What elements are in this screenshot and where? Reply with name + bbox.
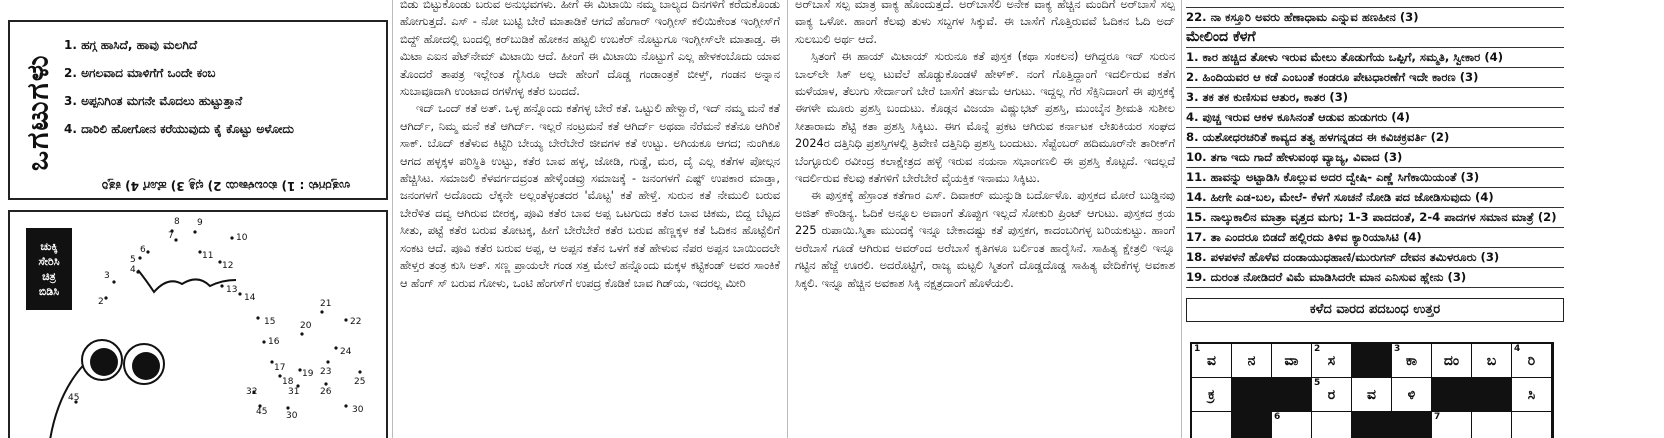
dot [358,370,361,373]
riddle-item: 2. ಅಗಲವಾದ ಮಾಳಿಗೆಗೆ ಒಂದೇ ಕಂಬ [64,66,216,80]
dot-number: 6 [140,245,146,255]
article-column-right [795,0,1175,292]
dot-number: 5 [130,255,136,265]
grid-block [1352,344,1392,378]
tag-line: ಬಿಡಿಸಿ [38,285,60,298]
article-paragraph: ಸ್ಸಿತಂಗೆ ಈ ಹಾಯ್ ಮಿಟಾಯ್ ಸುರುನೂ ಕತೆ ಪುಸ್ತಕ (ಕಥಾ ಸಂಕಲನ) ಆಗಿದ್ದರೂ ಇದ್ ಸುರುನ ಬಾಲ್‌ಲೇ ಸಿಕ್ ಅಲ್ಲ ಟುವೆಲೆ ಹೊಡ್ಡುಕೊಂಡಳೆ ಹೇಳ್‌ಕ್. ನಂಗೆ ಗೊತ್ತಿದ್ದಾಂಗೆ ಇದರ್ಲಿರುವ ಕತೆಗ ಮಳೆಯಾಳ, ತೆಲುಗು ಸೇರ್ದಾಂಗೆ ಬೇರೆ ಬಾಸೆಗೆ ತರ್ಜಮೆ ಆಗುಟು. ಇದ್ದಲ್ಲ ಗೆರ ಸೆಕ್ಸಿನಿದಾಂಗೆ ಈ ಪುಸ್ತಕಕ್ಕೆ ಈಗಳೇ ಮೂರು ಪ್ರಶಸ್ತಿ ಬಂದುಟು. ಕೊಡ್ಗನ ವಿಜಯಾ ವಿಷ್ಣುಭಟ್ ಪ್ರಶಸ್ತಿ, ಮುಂಬೈನ ಶ್ರೀಮತಿ ಸುಶೀಲ ಸೀತಾರಾಮ ಶೆಟ್ಟಿ ಕತಾ ಪ್ರಶಸ್ತಿ ಸಿಕ್ಕಿಟು. ಈಗ ಮೊನ್ನೆ ಪ್ರಕಟ ಆಗಿರುವ ಕರ್ನಾಟಕ ಲೇಖಕಿಯರ ಸಂಘದ 2024ರ ದತ್ತಿನಿಧಿ ಪ್ರಶಸ್ತಿಗಳಲ್ಲಿ ತ್ರಿವೇಣಿ ದತ್ತಿನಿಧಿ ಪ್ರಶಸ್ತಿ ಬಂದುಟು. ಸೆಪ್ಟೆಂಬರ್ ಹದಿಮೂರ್‌ನೇ ತಾರೀಕ್‌ಗೆ ಬೆಂಗ್ಳೂರುಲಿ ರವೀಂದ್ರ ಕಲಾಕ್ಷೇತ್ರದ ಹಳ್ಳೆ ಇರುವ ನಯನಾ ಸಭಾಂಗಣಲಿ ಈ ಪ್ರಶಸ್ತಿ ಕೊಟ್ಟದೆ. ಇದಲ್ಲದೆ ಇದರ್ಲಿರುವ ಕೆಲವು ಕತೆಗಳಿಗೆ ಬೇರೆಬೇರೆ ವೈಯಕ್ತಿಕ ಇನಾಮು ಸಿಕ್ಕಿಟು. [795,50,1175,186]
article-column-left [400,0,780,292]
crossword-answer-title: ಕಳೆದ ವಾರದ ಪದಬಂಧ ಉತ್ತರ [1186,298,1564,322]
tag-line: ಚಿತ್ರ [42,270,56,283]
dot-number: 30 [352,405,364,415]
dot-number: 32 [246,387,258,397]
dot-number: 45 [68,393,80,403]
grid-cell [1512,412,1552,438]
dot-puzzle-drawing [10,212,388,438]
dot [193,230,196,233]
dot [326,360,329,363]
dot-number: 26 [320,387,332,397]
dot-number: 3 [104,271,110,281]
dot-number: 8 [174,217,180,227]
cell-letter: ಕಾ [1405,352,1418,369]
right-pupil [132,352,160,380]
dot [230,236,233,239]
grid-block [1232,412,1272,438]
dot [286,406,289,409]
dot [174,238,177,241]
dot-puzzle-box [8,210,388,438]
dot-number: 25 [354,377,366,387]
cell-letter: ಸಿ [1527,386,1536,403]
cell-letter: ವಾ [1284,352,1299,369]
cell-number: 1 [1194,344,1201,354]
cell-letter: ವ [1207,352,1216,369]
tag-line: ಚುಕ್ಕಿ [40,240,58,253]
cell-number: 4 [1514,344,1521,354]
grid-cell [1272,344,1312,378]
clue-row: 15. ನಾಲ್ಕುಕಾಲಿನ ಮಾತ್ರಾ ವೃತ್ತದ ಮಗು; 1-3 ಪಾದದಂತೆ, 2-4 ಪಾದಗಳ ಸಮಾನ ಮಾತ್ರೆ (2) [1186,208,1564,228]
article-paragraph: ಈ ಪುಸ್ತಕಕ್ಕೆ ಹೆಸ್ರಾಂತ ಕತೆಗಾರ ಎಸ್. ದಿವಾಕರ್ ಮುನ್ನುಡಿ ಬರ್ದೊಳೊ. ಪುಸ್ತಕದ ಮೋರೆ ಬುಡ್ಡಿನವು ಅಜಿತ್ ಕೌಂಡಿನ್ಯ. ಓದಿಕೆ ಅನ್ನೂಲ ಅವಾಂಗೆ ತೊಪ್ಪುಗ ಇಲ್ಲದೆ ಸೋಕುರಿ ಪ್ರಿಂಟ್ ಆಗುಟು. ಪುಸ್ತಕದ ಕ್ರಯ 225 ರುಪಾಯಿ.ಸ್ಮಿತಾ ಮುಂದಕ್ಕೆ ಇನ್ನೂ ಬೇಕಾದಷ್ಟು ಕತೆ ಪುಸ್ತಕಗ, ಕಾದಂಬರಿಗಳ್ಳ ಬರಿಯಕುಟ್ಟು. ಹಾಂಗೆ ಅರೆಬಾಸೆ ಗೂಡೆ ಆಗಿರುವ ಅವರ್‌ಂದ ಅರೆಬಾಸೆ ಕೃತಿಗಳೂ ಬರ್ಲಿಂತ ಹಾರೈಸಿನೆ. ಸಾಹಿತ್ಯ ಕ್ಷೇತ್ರಲಿ ಇನ್ನೂ ಗಟ್ಟಿನ ಹೆಜ್ಜೆ ಊರಲಿ. ಅದರೊಟ್ಟಿಗೆ, ರಾಜ್ಯ ಮಟ್ಟಲಿ ಸ್ಮಿತಂಗೆ ದೊಡ್ಡದೊಡ್ಡ ಸಾಹಿತ್ಯ ವೇದಿಕೆಗಳ್ಳ ಅವಕಾಶ ಸಿಕ್ಕಲಿ. ಇನ್ನೂ ಹೆಚ್ಚಿನ ಅವಕಾಶ ಸಿಕ್ಕಿ ನಕ್ಷತ್ರದಾಂಗೆ ಹೊಳೆಯಲಿ. [795,189,1175,290]
grid-cell [1392,378,1432,412]
grid-block [1232,378,1272,412]
dot [344,404,347,407]
grid-cell [1192,378,1232,412]
column-divider [1181,0,1182,438]
riddles-title: ಒಗಟುಗಳು [20,53,56,171]
dot-number: 4 [130,265,136,275]
cell-number: 2 [1314,344,1321,354]
grid-cell [1192,344,1232,378]
clue-row [1186,0,1564,8]
article-paragraph: ಅರ್‌ಬಾಸೆ ಸಲ್ಪ ಮಾತ್ರ ವಾಕ್ಯ ಹೊಂದುತ್ತದೆ. ಅರ್‌ಬಾಸೆಲಿ ಅನೇಕ ವಾಕ್ಯ ಹೆಚ್ಚಿನ ಮಂದಿಗೆ ಅರ್‌ಬಾಸೆ ಸಲ್ಪ ವಾಕ್ಯ ಒಳೋ. ಹಾಂಗೆ ಕೆಲವು ತುಳು ಸಬ್ದಗಳ ಸಿಕ್ಕುವೆ. ಈ ಬಾಸೆಗೆ ಗೊತ್ತಿರುವವೆ ಓದಿಕನ ಓದಿ ಅದ್ ಸುಲಬುಲಿ ಅರ್ಥ ಆದೆ. [795,0,1175,46]
dot-number: 11 [202,251,214,261]
dot-number: 18 [282,377,294,387]
cell-number: 3 [1394,344,1401,354]
clue-row: 19. ದುರಂತ ನೋಡಿದರೆ ವಿಮೆ ಮಾಡಿಸಿದರೇ ಮಾನ ಎನಿಸುವ ಹ್ಲೇನು (3) [1186,268,1564,288]
grid-cell [1432,344,1472,378]
dot [136,270,139,273]
grid-cell [1512,378,1552,412]
dot [138,256,141,259]
grid-block [1272,378,1312,412]
dot-number: 9 [197,218,203,228]
clue-row: 8. ಯಶೋಧರಚರಿತೆ ಕಾವ್ಯದ ತತ್ವ ಹಳಗನ್ನಡದ ಈ ಕವಿಚಕ್ರವರ್ತಿ (2) [1186,128,1564,148]
dot-number: 19 [302,369,314,379]
dot-number: 7 [168,231,174,241]
dot-number: 14 [244,293,256,303]
grid-cell [1312,412,1352,438]
article-paragraph: ಇದ್ ಒಂದ್ ಕತೆ ಅತ್. ಒಳ್ಳ ಹನ್ನೊಂದು ಕತೆಗಳ್ಳ ಬೇರೆ ಕತೆ. ಒಟ್ಟುಲಿ ಹೇಳ್ವಾರೆ, ಇದ್ ನಮ್ಮ ಮನೆ ಕತೆ ಆಗಿರ್ದ್, ನಿಮ್ಮ ಮನೆ ಕತೆ ಆಗಿರ್ದ್. ಇಲ್ಲರೆ ನಂಟ್ರಮನೆ ಕತೆ ಆಗಿರ್ದ್ ಅಥವಾ ನೆರೆಮನೆ ಕತೆನೂ ಆಗಿರಿಕೆ ಸಾಕ್. ಬೊದ್ ಕತೆಳುವ ಕಿಟ್ಟಿರಿ ಬೇಯ್ಯ ಬೇರೆಬೇರೆ ಜೀವಗಳ ಕತೆ ಉಟ್ಟು. ಅಗಿಯಕೂ ಆಗದ; ನುಂಗಿಕೂ ಆಗದ ಹಳ್ಳಕ್ಕಳ ಪರಿಸ್ಥಿತಿ ಉಟ್ಟು, ಕತೆರ ಬಾವ ಹಳ್ಳ, ಜೋಡಿ, ಗುಡ್ಡೆ, ಮರ, ದೈ ಎಲ್ಲ ಕತೆಗಳ ಪೋಲ್ಗನ ಹೆಚ್ಚಿಸಿಟ. ಸಮಾಜಲಿ ಕೆಳವರ್ಗದವ್ರಂತ ಹೇಳ್ಕೆಂಡವ್ರು ಸಮಾಜಕ್ಕೆ - ಜನಂಗಳಗೆ ಎಷ್ಟ್ ಉಪಕಾರ ಮಾಡ್ತಾ, ಜನಂಗಳಗೆ ಅದೊಂದು ಲೆಕ್ಕನೇ ಅಲ್ಲಂತೆಳ್ಳಂತದರ 'ಮೊಟ್ಟ' ಕತೆ ಹೇಳ್ತೆ. ಸುರುನ ಕತೆ ನೇಮುಲಿ ಬರುವ ಬೇರೆಳಿತ ದವ್ವ ಆಗಿರುವ ಬೀರಕ್ಕ, ಪೂವಿ ಕತೆರ ಬಾವ ಅಪ್ಪ ಒಟಗುದು ಕತೆರ ಬಾವ ಚಿಕಮ, ಬಿದ್ದ ಬೆಟ್ಟದ ಸೀತು, ಪಟ್ಟೆ ಕತೆರ ಬರುವ ತೋಟಕ್ಕ, ಹೀಗೆ ಬೇರೆಬೇರೆ ಕತೆರ ಬರುವ ಹೆಣ್ಣಕ್ಕಳ ಕತೆ ಓದಿಕನ ಹೊಟ್ಟೆಲಿಗೆ ಸಂಕಟ ಆದೆ. ಪೂವಿ ಕತೆರ ಬರುವ ಅಪ್ಪ, ಆ ಅಪ್ಪನ ಕತೆನ ಒಳಗೆ ಕತೆ ಹೇಳುವ ನೆಪರ ಅಪ್ಪನ ಬಾಯಿಂದಲೇ ಹೇಳ್ತರ ತಂತ್ರ ಕುಸಿ ಅತ್. ಸಣ್ಣ ಪ್ರಾಯಲೇ ಗಂಡ ಸತ್ತ ಮೇಲೆ ಹನ್ನೊಂದು ಮಕ್ಕಳ ಕಟ್ಟಿಕಂಡ್ ಅವರ ಸಾಂಕಿಕೆ ಆ ಹೆಂಗ್ ಸ್ ಬರುವ ಗೋಳು, ಒಂಟಿ ಹೆಂಗಸ್‌ಗೆ ಉಪದ್ರ ಕೊಡಿಕೆ ಬಾವ ಗಿಡ್‌ಯ, ಇದರಲ್ಲ ಮೀರಿ [400,102,780,290]
riddle-list [64,38,380,150]
dot [324,382,327,385]
dot-number: 24 [340,347,352,357]
crossword-answer-grid [1190,342,1554,438]
dot [220,284,223,287]
riddles-box [8,20,388,200]
cell-letter: ನ [1247,352,1256,369]
grid-cell [1392,344,1432,378]
dot [300,332,303,335]
dot-number: 22 [350,317,362,327]
dot-number: 20 [300,321,312,331]
cell-letter: ವ [1367,386,1376,403]
clue-row: 2. ಹಿಂದಿಯವರ ಆ ಕಡೆ ಎಂಬಂತೆ ಕಂಡರೂ ಪೇಟಧಾರಣೆಗೆ ಇದೇ ಕಾರಣ (3) [1186,68,1564,88]
clue-row: 18. ಪಳಪಳನೆ ಹೊಳೆವ ದಂಡಾಯುಧಹಾಣಿ/ಮುರುಗನ್ ದೇವನ ತಮಿಳರೂರು (3) [1186,248,1564,268]
tail-curve [138,270,236,292]
grid-block [1472,378,1512,412]
grid-cell [1272,412,1312,438]
dot-number: 17 [274,363,286,373]
dot-number: 10 [236,233,248,243]
dot [256,316,259,319]
clue-row: 4. ಪುಚ್ಚ ಇರುವ ಆಕಳ ಕೂಸಿನಂತೆ ಆಡುವ ಹುಡುಗರು (4) [1186,108,1564,128]
clue-row: 10. ತಗಾ ಇದು ಗಾದೆ ಹೇಳುವಂಥ ವ್ಯಾಜ್ಯ, ವಿವಾದ (3) [1186,148,1564,168]
grid-cell [1192,412,1232,438]
dot-number: 16 [268,337,280,347]
grid-cell [1312,344,1352,378]
cell-letter: ಬ [1486,352,1497,369]
dot [112,280,115,283]
cell-letter: ರ [1327,386,1336,403]
clue-row: 17. ತಾ ಎಂದರೂ ಬಿಡದೆ ಹಲ್ಲಿರದು ತಿಳಿವ ಕ್ಯಾರಿಯಾಸಿಟಿ (4) [1186,228,1564,248]
dot-number: 12 [222,261,234,271]
crossword-clues [1186,0,1564,322]
cell-letter: ರಿ [1527,352,1536,369]
cell-letter: ಸ [1327,352,1336,369]
clue-row: 14. ಹೀಗೇ ಎಡ-ಬಲ, ಮೇಲೆ- ಕೆಳಗೆ ಸೂಚನೆ ನೋಡಿ ಪದ ಜೋಡಿಸುವುದು (4) [1186,188,1564,208]
grid-cell [1512,344,1552,378]
down-clues-title: ಮೇಲಿಂದ ಕೆಳಗೆ [1186,28,1564,48]
clue-row: 3. ತಕ ತಕ ಕುಣಿಸುವ ಆತುರ, ಕಾತರ (3) [1186,88,1564,108]
grid-cell [1472,344,1512,378]
grid-cell [1432,412,1472,438]
column-divider [787,0,788,438]
dot [104,296,107,299]
cell-number: 7 [1434,412,1441,422]
riddle-item: 3. ಅಪ್ಪನಿಗಿಂತ ಮಗನೇ ಮೊದಲು ಹುಟ್ಟುತ್ತಾನೆ [64,94,243,108]
dot [334,346,337,349]
clue-row: 22. ನಾ ಕಸ್ತೂರಿ ಅವರು ಹೆಣಾಧಾಮ ಎನ್ನುವ ಹಣಹೀನ (3) [1186,8,1564,28]
riddle-item: 4. ದಾರಿಲಿ ಹೋಗೋನ ಕರೆಯುವುದು ಕೈ ಕೊಟ್ಟು ಅಳೋದು [64,122,295,136]
dot [320,310,323,313]
cell-number: 5 [1314,378,1321,388]
article-paragraph: ಬಿಡು ಬಿಟ್ಟುಕೊಂಡು ಬರುವ ಅನುಭವಗಳು. ಹೀಗೆ ಈ ಮಿಟಾಯಿ ನಮ್ಮ ಬಾಲ್ಯದ ದಿನಗಳಿಗೆ ಕರೆದುಕೊಂಡು ಹೋಗುತ್ತದೆ. ಎಸ್ - ನೋ ಬುಟ್ಟಿ ಬೇರೆ ಮಾತಾಡಿಕೆ ಆಗದೆ ಹೆಂಗಾರ್ ಇಂಗ್ಲೀಸ್ ಕಲಿಯಿಕೇಂತ ಇಂಗ್ಲೀಸ್‌ಗೆ ಬಿದ್ದ್ ಹೋದಲ್ಲಿ ಬಂದಲ್ಲಿ ಕರ್‌ಬುಡಿಕೆ ಹೋಕನ ಹಟ್ಟಲಿ ಉಬಕೆರ್ ನೊಟ್ಟುಗೂ ಇಂಗ್ಲೀಸ್‌ಲೇ ಮಾತಾಡ್ತ. ಈ ಮಿಟಾ ಎಐನ ಪೆಟ್‌ನೇಮ್ ಮಿಟಾಯಿ ಆದೆ. ಹೀಂಗೆ ಈ ಮಿಟಾಯಿ ನೊಟ್ಟುಗೆ ಎಲ್ಲ ಹೇಳಕಂಬೊದು ಯಾವ ತೊಂದರೆ ತಾಪತ್ರ ಇಲ್ಲೇಂತ ಗ್ಯೆಸಿರೂ ಆದೇ ಹೇಂಗೆ ದೊಡ್ಡ ಗಂಡಾಂತ್ರಕೆ ಬೀಳ್ತ್, ಗಂಡನ ಅನ್ನಾನ ಸುಬಾವೂದಾಗಿ ಉಂಟಾದ ರಗಳೆಗಳ್ಳ ಕತೆರ ಬಂದದೆ. [400,0,780,99]
clue-row: 1. ಕಾರ ಹಚ್ಚಿದ ತೋಳು ಇರುವ ಮೇಲು ತೊಡುಗೆಯ ಒಪ್ಪಿಗೆ, ಸಮ್ಮತಿ, ಸ್ವೀಕಾರ (4) [1186,48,1564,68]
grid-block [1392,412,1432,438]
grid-block [1432,378,1472,412]
cell-letter: ದಂ [1443,352,1460,369]
riddle-answers: ಉತ್ತರಗಳು : 1) ಕುಂಬಳಕಾಯಿ 2) ಛತ್ರಿ 3) ಹೊಗೆ 4) ಕತ್ತರಿ [101,179,351,193]
column-divider [392,0,393,438]
cell-letter: ಳಿ [1407,386,1416,403]
grid-block [1352,412,1392,438]
riddle-item: 1. ಹಗ್ಗ ಹಾಸಿದೆ, ಹಾವು ಮಲಗಿದೆ [64,38,198,52]
dot [238,292,241,295]
grid-cell [1312,378,1352,412]
grid-cell [1352,378,1392,412]
tag-line: ಸೇರಿಸಿ [38,255,60,268]
dot-number: 2 [98,297,104,307]
left-pupil [90,348,118,376]
dot-number: 30 [286,411,298,421]
dot-number: 45 [256,407,268,417]
dot-number: 21 [320,299,332,309]
cell-letter: ಕ್ರ [1208,386,1215,403]
clue-row: 11. ಹಾವನ್ನು ಅಟ್ಟಾಡಿಸಿ ಕೊಲ್ಲುವ ಅದರ ದ್ವೇಷಿ- ಎಣ್ಣೆ ಸಿಗೆಕಾಯಿಯಂತೆ (3) [1186,168,1564,188]
dot-number: 15 [264,317,276,327]
cell-number: 6 [1274,412,1281,422]
dot-number: 13 [226,285,238,295]
dot [262,340,265,343]
grid-cell [1232,344,1272,378]
dot [146,250,149,253]
dot-number: 23 [320,367,332,377]
dot [344,318,347,321]
dot-number: 31 [288,387,300,397]
grid-cell [1472,412,1512,438]
